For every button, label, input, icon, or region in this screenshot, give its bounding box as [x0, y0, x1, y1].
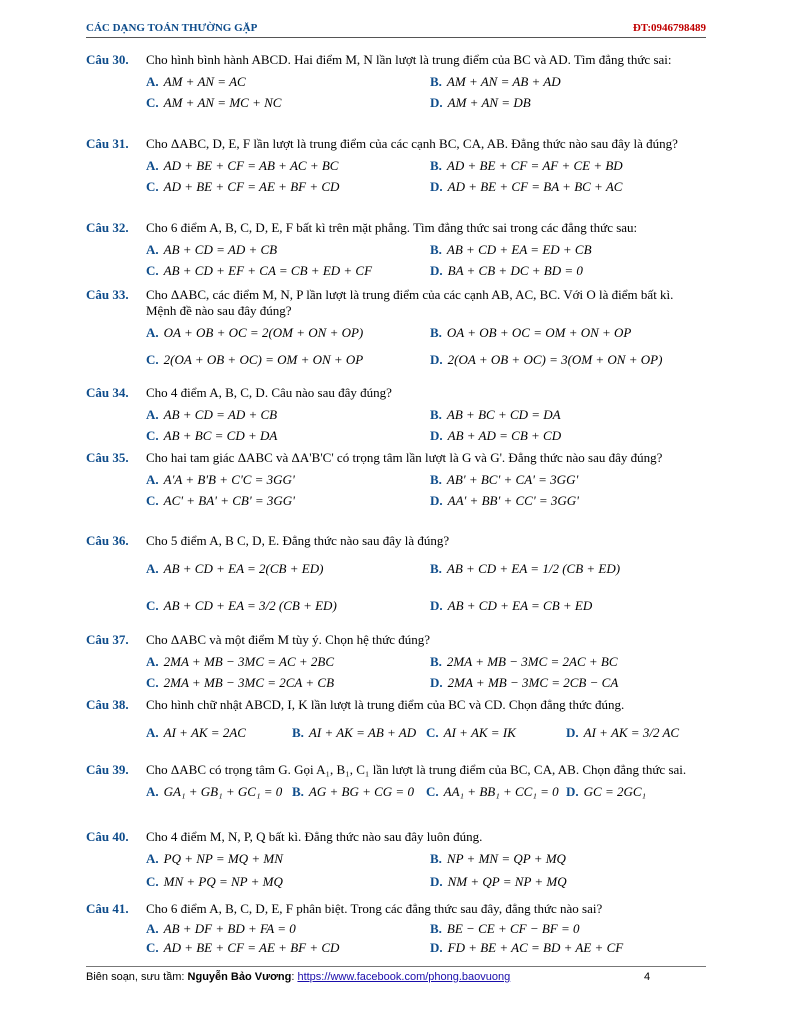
page-footer	[86, 971, 706, 983]
question-text: Cho hình bình hành ABCD. Hai điểm M, N lần lượt là trung điểm của BC và AD. Tìm đẳng thức sai:	[146, 52, 672, 67]
option-c[interactable]: C. AB + BC = CD + DA	[146, 428, 278, 443]
option-b[interactable]: B. AM + AN = AB + AD	[430, 74, 561, 89]
question-number: Câu 41.	[86, 901, 129, 916]
question-text: Cho 4 điểm A, B, C, D. Câu nào sau đây đúng?	[146, 385, 392, 400]
question-text: Cho hình chữ nhật ABCD, I, K lần lượt là trung điểm của BC và CD. Chọn đẳng thức đúng.	[146, 697, 625, 712]
question-text: Cho 5 điểm A, B C, D, E. Đẳng thức nào sau đây là đúng?	[146, 533, 450, 548]
footer-divider	[86, 966, 706, 967]
option-d[interactable]: D. AM + AN = DB	[430, 95, 531, 110]
question-text: Cho 4 điểm M, N, P, Q bất kì. Đẳng thức nào sau đây luôn đúng.	[146, 829, 483, 844]
page-header	[86, 20, 706, 38]
footer-author: Nguyễn Bảo Vương	[187, 971, 292, 983]
question-text: Cho 6 điểm A, B, C, D, E, F phân biệt. Trong các đẳng thức sau đây, đẳng thức nào sai?	[146, 901, 603, 916]
option-a[interactable]: A. PQ + NP = MQ + MN	[146, 851, 283, 866]
option-b[interactable]: B. NP + MN = QP + MQ	[430, 851, 566, 866]
question-number: Câu 37.	[86, 632, 129, 647]
option-c[interactable]: C. MN + PQ = NP + MQ	[146, 874, 283, 889]
option-b[interactable]: B. AI + AK = AB + AD	[292, 725, 417, 740]
option-d[interactable]: D. 2MA + MB − 3MC = 2CB − CA	[430, 675, 619, 690]
question-32	[86, 220, 706, 278]
question-number: Câu 35.	[86, 450, 129, 465]
option-a[interactable]: A. AM + AN = AC	[146, 74, 246, 89]
question-number: Câu 39.	[86, 762, 129, 777]
footer-colon: :	[291, 971, 298, 983]
question-38	[86, 697, 706, 740]
question-31	[86, 136, 706, 194]
option-a[interactable]: A. AB + DF + BD + FA = 0	[146, 921, 296, 936]
option-b[interactable]: B. AG + BG + CG = 0	[292, 784, 414, 799]
question-text: Cho ΔABC, các điểm M, N, P lần lượt là trung điểm của các cạnh AB, AC, BC. Với O là điểm bất kì. Mệnh đề nào sau đây đúng?	[146, 287, 674, 318]
option-c[interactable]: C. AD + BE + CF = AE + BF + CD	[146, 940, 340, 955]
option-a[interactable]: A. AB + CD + EA = 2(CB + ED)	[146, 561, 324, 576]
option-a[interactable]: A. GA₁ + GB₁ + GC₁ = 0	[146, 784, 283, 799]
option-a[interactable]: A. 2MA + MB − 3MC = AC + 2BC	[146, 654, 335, 669]
question-39	[86, 762, 706, 799]
question-number: Câu 31.	[86, 136, 129, 151]
question-number: Câu 33.	[86, 287, 129, 302]
option-a[interactable]: A. OA + OB + OC = 2(OM + ON + OP)	[146, 325, 364, 340]
option-c[interactable]: C. 2MA + MB − 3MC = 2CA + CB	[146, 675, 335, 690]
question-34	[86, 385, 706, 443]
option-b[interactable]: B. AD + BE + CF = AF + CE + BD	[430, 158, 623, 173]
question-number: Câu 34.	[86, 385, 129, 400]
header-title: CÁC DẠNG TOÁN THƯỜNG GẶP	[86, 22, 258, 34]
option-a[interactable]: A. AD + BE + CF = AB + AC + BC	[146, 158, 339, 173]
option-b[interactable]: B. AB + CD + EA = 1/2 (CB + ED)	[430, 561, 621, 576]
option-c[interactable]: C. AA₁ + BB₁ + CC₁ = 0	[426, 784, 559, 799]
option-d[interactable]: D. GC = 2GC₁	[566, 784, 647, 799]
option-d[interactable]: D. AB + AD = CB + CD	[430, 428, 562, 443]
option-b[interactable]: B. 2MA + MB − 3MC = 2AC + BC	[430, 654, 618, 669]
page-number: 4	[644, 971, 651, 983]
question-40	[86, 829, 706, 889]
question-number: Câu 40.	[86, 829, 129, 844]
question-37	[86, 632, 706, 690]
option-d[interactable]: D. AD + BE + CF = BA + BC + AC	[430, 179, 623, 194]
option-c[interactable]: C. AB + CD + EA = 3/2 (CB + ED)	[146, 598, 337, 613]
question-text: Cho ΔABC, D, E, F lần lượt là trung điểm của các cạnh BC, CA, AB. Đẳng thức nào sau đây là đúng?	[146, 136, 678, 151]
question-33	[86, 287, 706, 367]
question-number: Câu 36.	[86, 533, 129, 548]
option-c[interactable]: C. 2(OA + OB + OC) = OM + ON + OP	[146, 352, 364, 367]
question-text: Cho ΔABC có trọng tâm G. Gọi A₁, B₁, C₁ lần lượt là trung điểm của BC, CA, AB. Chọn đẳng thức sai.	[146, 762, 687, 777]
header-divider	[86, 37, 706, 38]
question-text: Cho ΔABC và một điểm M tùy ý. Chọn hệ thức đúng?	[146, 632, 431, 647]
option-b[interactable]: B. BE − CE + CF − BF = 0	[430, 921, 580, 936]
option-b[interactable]: B. AB + BC + CD = DA	[430, 407, 561, 422]
option-a[interactable]: A. A'A + B'B + C'C = 3GG'	[146, 472, 295, 487]
question-number: Câu 38.	[86, 697, 129, 712]
option-d[interactable]: D. NM + QP = NP + MQ	[430, 874, 567, 889]
option-d[interactable]: D. FD + BE + AC = BD + AE + CF	[430, 940, 624, 955]
option-d[interactable]: D. AI + AK = 3/2 AC	[566, 725, 680, 740]
option-d[interactable]: D. 2(OA + OB + OC) = 3(OM + ON + OP)	[430, 352, 663, 367]
footer-link[interactable]: https://www.facebook.com/phong.baovuong	[297, 971, 511, 983]
question-number: Câu 30.	[86, 52, 129, 67]
question-30	[86, 52, 706, 110]
question-number: Câu 32.	[86, 220, 129, 235]
question-35	[86, 450, 706, 508]
footer-prefix: Biên soạn, sưu tầm:	[86, 971, 188, 983]
question-text: Cho hai tam giác ΔABC và ΔA'B'C' có trọng tâm lần lượt là G và G'. Đẳng thức nào sau đây đúng?	[146, 450, 663, 465]
option-d[interactable]: D. AB + CD + EA = CB + ED	[430, 598, 593, 613]
option-b[interactable]: B. AB' + BC' + CA' = 3GG'	[430, 472, 579, 487]
question-text: Cho 6 điểm A, B, C, D, E, F bất kì trên mặt phẳng. Tìm đẳng thức sai trong các đẳng thức sau:	[146, 220, 638, 235]
option-c[interactable]: C. AM + AN = MC + NC	[146, 95, 282, 110]
option-c[interactable]: C. AI + AK = IK	[426, 725, 516, 740]
option-d[interactable]: D. BA + CB + DC + BD = 0	[430, 263, 583, 278]
option-d[interactable]: D. AA' + BB' + CC' = 3GG'	[430, 493, 579, 508]
option-b[interactable]: B. OA + OB + OC = OM + ON + OP	[430, 325, 632, 340]
question-36	[86, 533, 706, 613]
option-a[interactable]: A. AI + AK = 2AC	[146, 725, 246, 740]
header-phone: ĐT:0946798489	[632, 22, 706, 34]
option-c[interactable]: C. AC' + BA' + CB' = 3GG'	[146, 493, 295, 508]
option-b[interactable]: B. AB + CD + EA = ED + CB	[430, 242, 592, 257]
question-41	[86, 901, 706, 955]
option-c[interactable]: C. AD + BE + CF = AE + BF + CD	[146, 179, 340, 194]
option-c[interactable]: C. AB + CD + EF + CA = CB + ED + CF	[146, 263, 373, 278]
option-a[interactable]: A. AB + CD = AD + CB	[146, 407, 278, 422]
option-a[interactable]: A. AB + CD = AD + CB	[146, 242, 278, 257]
